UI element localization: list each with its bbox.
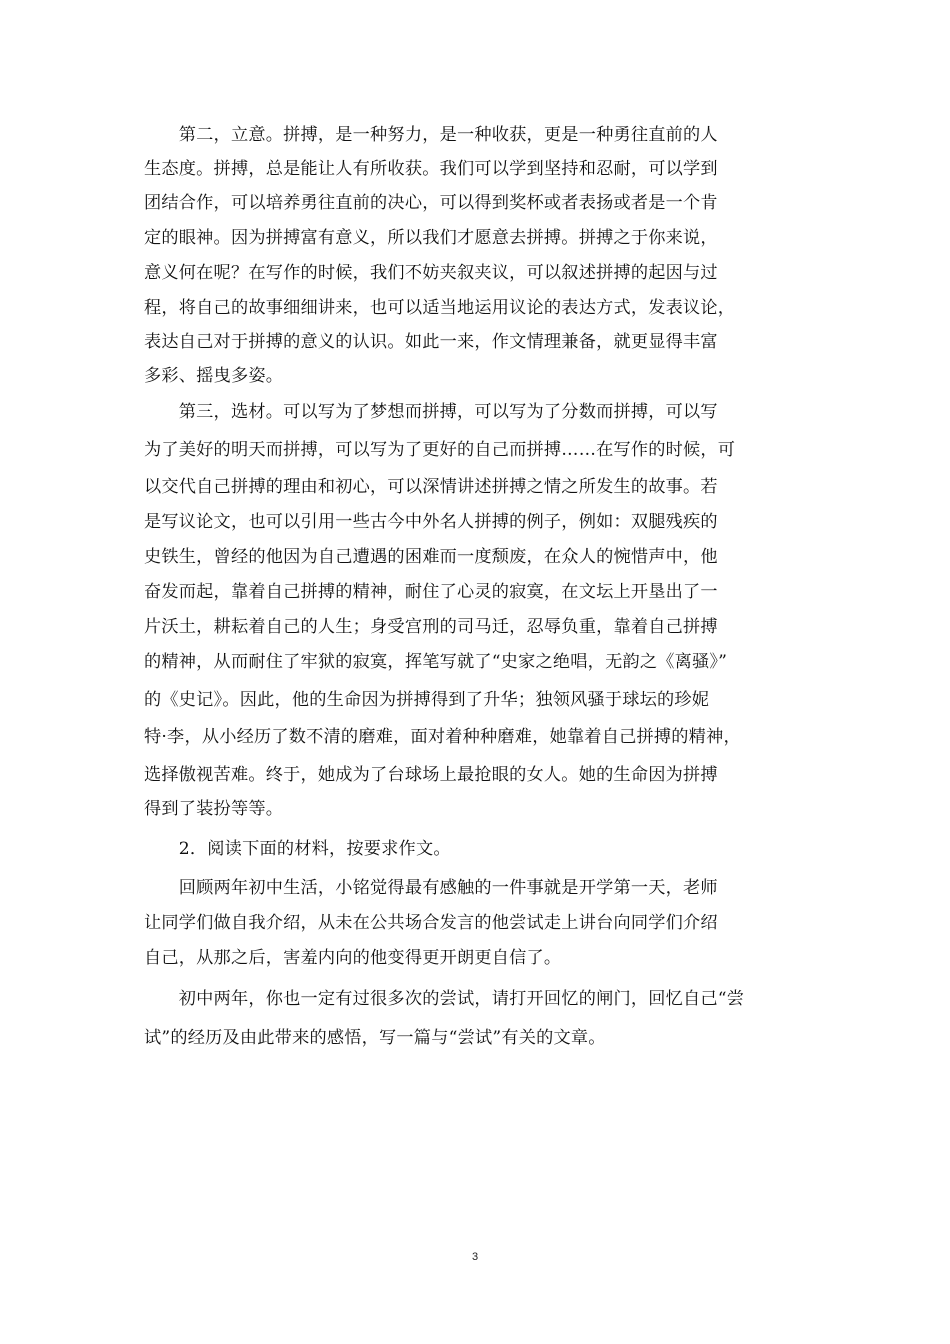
text-line: 回顾两年初中生活，小铭觉得最有感触的一件事就是开学第一天，老师 <box>144 878 718 898</box>
text-line: 以交代自己拼搏的理由和初心，可以深情讲述拼搏之情之所发生的故事。若 <box>144 477 718 497</box>
text-line: 自己，从那之后，害羞内向的他变得更开朗更自信了。 <box>144 948 562 968</box>
text-line: 表达自己对于拼搏的意义的认识。如此一来，作文情理兼备，就更显得丰富 <box>144 332 718 352</box>
text-line: 是写议论文，也可以引用一些古今中外名人拼搏的例子，例如：双腿残疾的 <box>144 512 718 532</box>
text-line: 得到了装扮等等。 <box>144 799 284 819</box>
text-line: 第三，选材。可以写为了梦想而拼搏，可以写为了分数而拼搏，可以写 <box>144 402 718 422</box>
text-line: 程，将自己的故事细细讲来，也可以适当地运用议论的表达方式，发表议论， <box>144 298 736 318</box>
text-line: 定的眼神。因为拼搏富有意义，所以我们才愿意去拼搏。拼搏之于你来说， <box>144 228 718 248</box>
question-heading: 2．阅读下面的材料，按要求作文。 <box>144 839 451 859</box>
text-line: 史铁生，曾经的他因为自己遭遇的困难而一度颓废，在众人的惋惜声中，他 <box>144 547 718 567</box>
text-line: 初中两年，你也一定有过很多次的尝试，请打开回忆的闸门，回忆自己“尝 <box>144 989 745 1009</box>
text-line: 意义何在呢？在写作的时候，我们不妨夹叙夹议，可以叙述拼搏的起因与过 <box>144 263 718 283</box>
text-line: 团结合作，可以培养勇往直前的决心，可以得到奖杯或者表扬或者是一个肯 <box>144 193 718 213</box>
text-line: 第二，立意。拼搏，是一种努力，是一种收获，更是一种勇往直前的人 <box>144 125 718 145</box>
text-line: 让同学们做自我介绍，从未在公共场合发言的他尝试走上讲台向同学们介绍 <box>144 913 718 933</box>
text-line: 片沃土，耕耘着自己的人生；身受宫刑的司马迁，忍辱负重，靠着自己拼搏 <box>144 617 718 637</box>
text-line: 选择傲视苦难。终于，她成为了台球场上最抢眼的女人。她的生命因为拼搏 <box>144 765 718 785</box>
text-line: 奋发而起，靠着自己拼搏的精神，耐住了心灵的寂寞，在文坛上开垦出了一 <box>144 582 718 602</box>
text-line: 特·李，从小经历了数不清的磨难，面对着种种磨难，她靠着自己拼搏的精神， <box>144 727 741 747</box>
text-line: 试”的经历及由此带来的感悟，写一篇与“尝试”有关的文章。 <box>144 1028 606 1048</box>
text-line: 生态度。拼搏，总是能让人有所收获。我们可以学到坚持和忍耐，可以学到 <box>144 159 718 179</box>
page-number: 3 <box>471 1251 479 1263</box>
text-line: 的《史记》。因此，他的生命因为拼搏得到了升华；独领风骚于球坛的珍妮 <box>144 690 710 710</box>
text-line: 的精神，从而耐住了牢狱的寂寞，挥笔写就了“史家之绝唱，无韵之《离骚》” <box>144 652 728 672</box>
text-line: 多彩、摇曳多姿。 <box>144 366 284 386</box>
text-line: 为了美好的明天而拼搏，可以写为了更好的自己而拼搏……在写作的时候，可 <box>144 440 736 460</box>
